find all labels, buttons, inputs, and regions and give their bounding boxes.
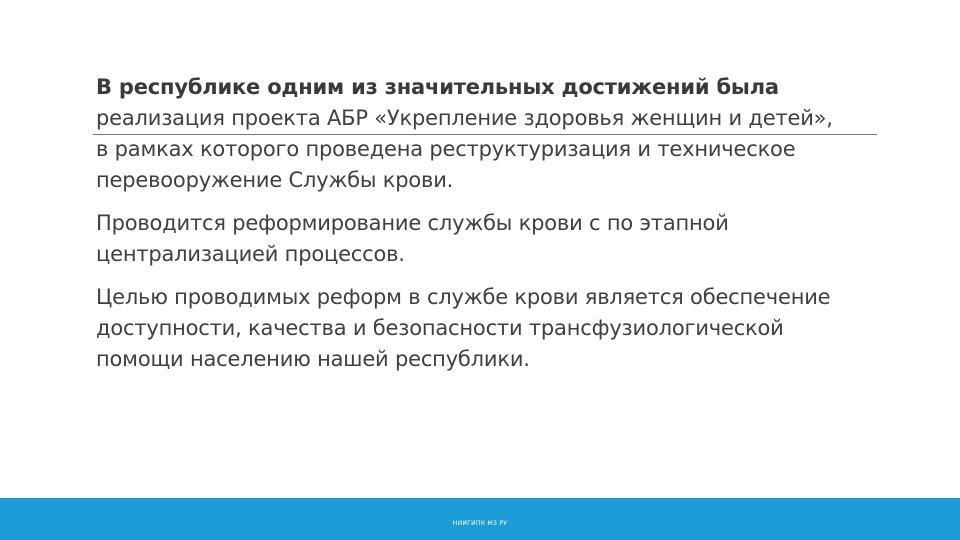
paragraph-line: В республике одним из значительных достижений была xyxy=(96,75,779,99)
paragraph-line: Проводится реформирование службы крови с по этапной xyxy=(96,211,729,235)
slide-body xyxy=(96,72,916,387)
paragraph-line: централизацией процессов. xyxy=(96,242,405,266)
paragraph-line: доступности, качества и безопасности трансфузиологической xyxy=(96,316,784,340)
paragraph-line: Целью проводимых реформ в службе крови является обеспечение xyxy=(96,285,831,309)
footer-bar xyxy=(0,498,960,540)
paragraph-line: реализация проекта АБР «Укрепление здоровья женщин и детей», xyxy=(96,106,833,130)
paragraph-line: перевооружение Службы крови. xyxy=(96,168,454,192)
paragraph-line: помощи населению нашей республики. xyxy=(96,347,530,371)
footer-label: НИИГИПК МЗ РУ xyxy=(452,520,508,527)
paragraph-goal xyxy=(96,282,916,375)
paragraph-line: в рамках которого проведена реструктуризация и техническое xyxy=(96,137,796,161)
divider-line xyxy=(93,134,877,135)
paragraph-reform xyxy=(96,208,916,270)
